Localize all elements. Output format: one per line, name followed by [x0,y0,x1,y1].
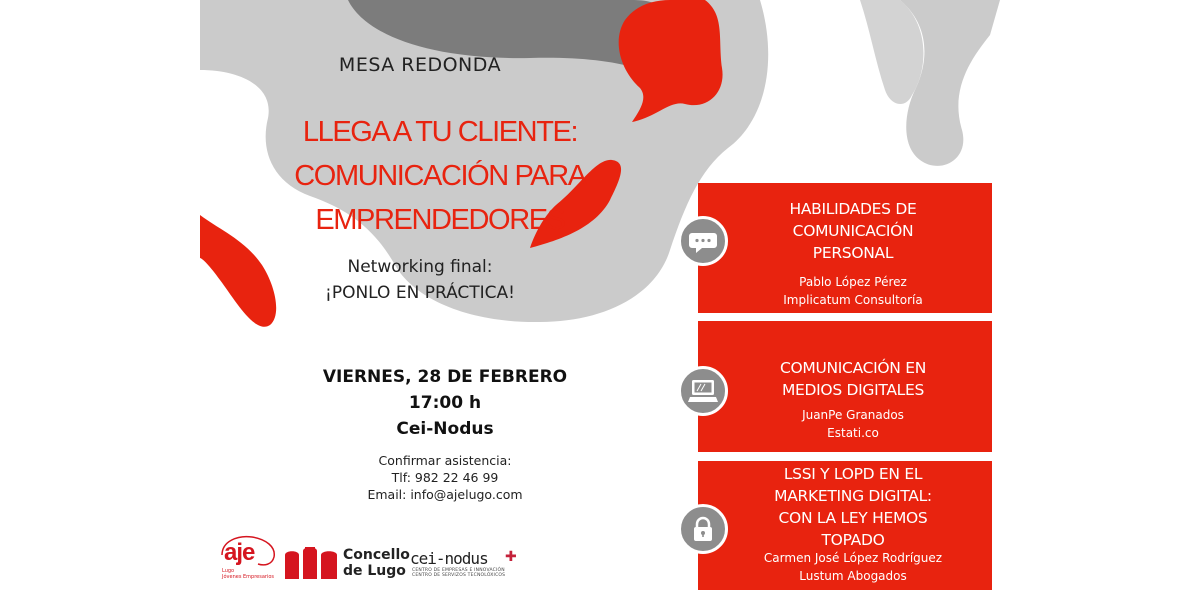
talk-title-line: COMUNICACIÓN EN [779,359,927,377]
event-subtitle: MESA REDONDA [338,54,502,76]
talk-company: Implicatum Consultoría [783,293,923,307]
padlock-icon [678,504,728,554]
talk-card-3 [698,461,992,590]
contact-email[interactable]: Email: info@ajelugo.com [367,487,523,502]
talk-speaker-block [728,406,978,442]
talk-speaker-block [728,549,978,585]
event-date: VIERNES, 28 DE FEBRERO [322,367,568,387]
talk-title-line: COMUNICACIÓN [792,222,914,240]
aje-logo-text: aje [224,539,255,566]
concello-name-line: Concello [343,547,410,563]
talk-speaker: JuanPe Granados [802,408,904,422]
talk-title-line: MEDIOS DIGITALES [781,381,925,399]
event-time: 17:00 h [408,393,482,413]
talk-speaker: Pablo López Pérez [799,275,907,289]
event-venue: Cei-Nodus [396,419,494,439]
talk-title-line: TOPADO [821,531,885,549]
talk-company: Lustum Abogados [799,569,907,583]
talk-card-2 [698,321,992,452]
talk-title-line: MARKETING DIGITAL: [774,487,932,505]
poster [200,0,1000,600]
cei-logo-subtitle [412,568,505,578]
talk-title-line: LSSI Y LOPD EN EL [783,465,923,483]
cei-nodus-logo-text: cei-nodus [410,549,488,568]
talk-title [738,198,968,264]
concello-logo-icon [285,545,341,581]
computer-icon [678,366,728,416]
aje-logo-subtitle [222,568,274,580]
talk-company: Estati.co [827,426,879,440]
talk-card-1 [698,183,992,313]
talk-speaker: Carmen José López Rodríguez [763,551,943,565]
cei-sub-line: CENTRO DE SERVIZOS TECNOLÓXICOS [412,573,506,578]
talk-speaker-block [728,273,978,309]
cei-plus-icon: ✚ [505,549,517,565]
networking-line: Networking final: [347,257,493,277]
cei-sub-line: CENTRO DE EMPRESAS E INNOVACIÓN [412,568,505,573]
chat-bubble-icon [678,216,728,266]
event-title-line: EMPRENDEDORES [315,204,565,236]
aje-sub-line: Lugo [222,568,235,574]
networking-line: ¡PONLO EN PRÁCTICA! [325,283,515,303]
talk-title-line: HABILIDADES DE [789,200,917,218]
talk-title-line: CON LA LEY HEMOS [778,509,928,527]
contact-line: Confirmar asistencia: [378,453,512,468]
event-title-line: LLEGA A TU CLIENTE: [302,116,578,148]
event-title-line: COMUNICACIÓN PARA [294,160,586,192]
talk-title [738,463,968,551]
concello-name-line: de Lugo [343,563,406,579]
concello-logo-name [343,547,410,579]
talk-title-line: PERSONAL [812,244,894,262]
talk-title [738,357,968,401]
aje-sub-line: Jóvenes Empresarios [222,574,275,580]
contact-phone[interactable]: Tlf: 982 22 46 99 [391,470,499,485]
